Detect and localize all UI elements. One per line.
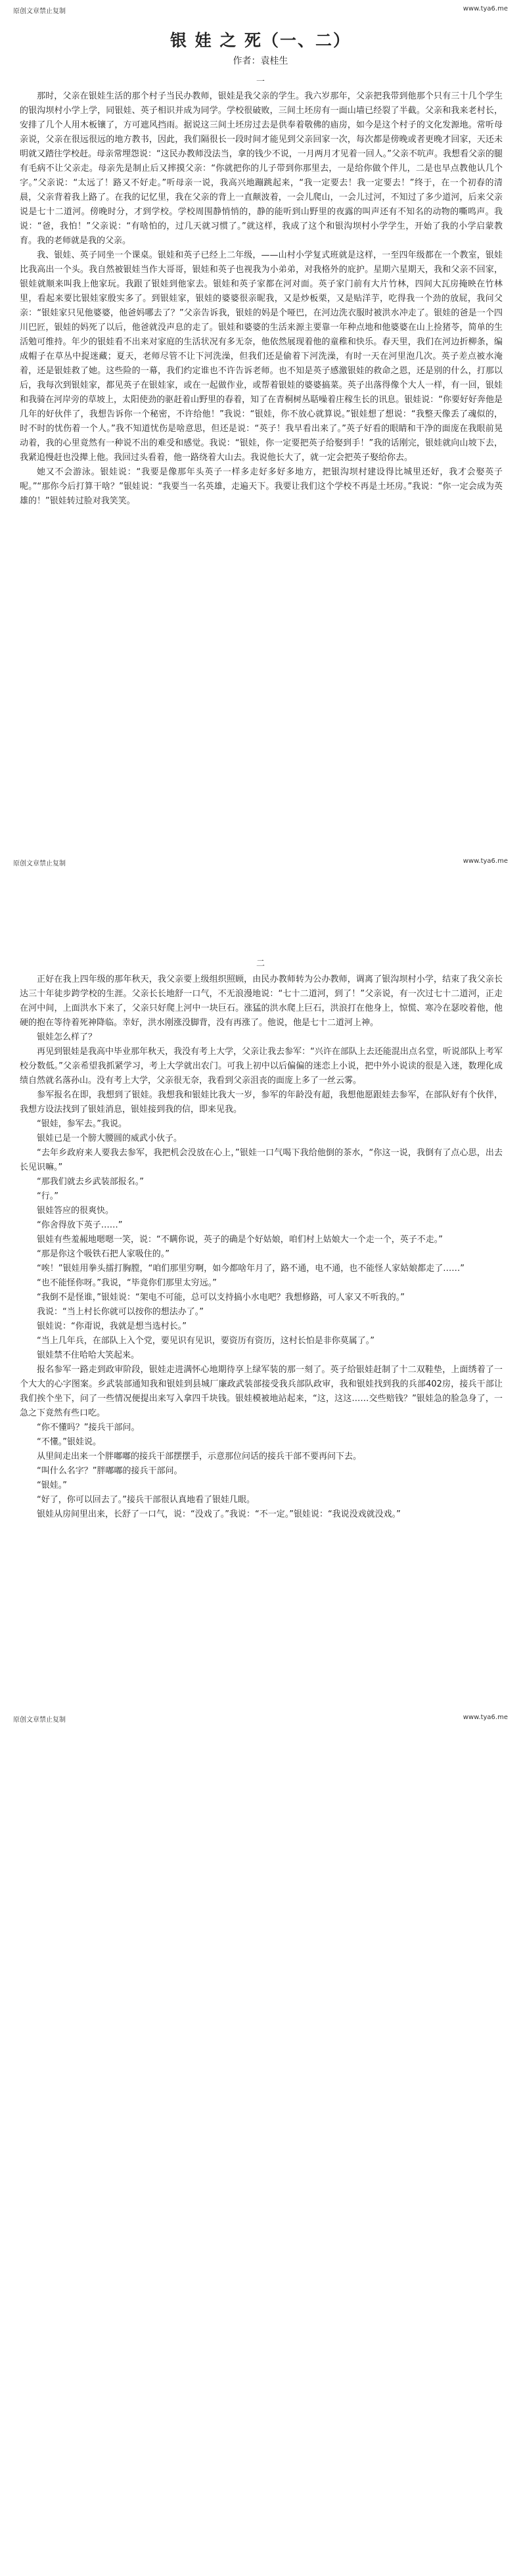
paragraph: 那时，父亲在银娃生活的那个村子当民办教师，银娃是我父亲的学生。我六岁那年，父亲把我带到他那个只有三十几个学生的银沟坝村小学上学，同银娃、英子相识并成为同学。学校很破败，三间土坯房有一面山墙已经裂了半截。父亲和我来老村长，安排了几个人用木板镶了，方可遮风挡雨。据说这三间土坯房过去是供奉着敬佛的庙房，如今是这个村子的文化发源地。常听母亲说，父亲在很远很远的地方教书，因此，我们隔很长一段时间才能见到父亲回家一次，每次都是傍晚或者更晚才回家，天还未明就又踏往学校赶。母亲常埋怨说：“这民办教师没法当，拿的钱少不说，一月两月才见着一回人。”父亲不吭声。我想看父亲的腿有毛病不让父亲走。母亲先是制止后又摔摸父亲：“你就把你的儿子带到你那里去，一是给你做个伴儿，二是也早点教他认几个字。”父亲说：“太远了！路又不好走。”听母亲一说，我高兴地蹦跳起来，“我一定要去！我一定要去！”终于，在一个初春的清晨，父亲背着我上路了。在我的记忆里，我在父亲的背上一直颠波着，一会儿爬山，一会儿过河，不知过了多少道河，后来父亲说是七十二道河。傍晚时分，才到学校。学校周围静悄悄的，静的能听到山野里的夜露的叫声还有不知名的动物的嘶鸣声。我说：“爸，我怕！”父亲说：“有啥怕的，过几天就习惯了。”就这样，我成了这个和银沟坝村小学学生，开始了我的小学启蒙教育。我的老师就是我的父亲。 (20, 91, 503, 246)
article-title: 银 娃 之 死（一、二） (170, 31, 351, 50)
paragraph: 银娃答应的很爽快。 (37, 1206, 114, 1216)
paragraph: “当上几年兵，在部队上入个党，要见识有见识，要资历有资历，这村长怕是非你莫属了。” (37, 1336, 374, 1346)
paragraph: “唉！”银娃用拳头擂打胸膛，“咱们那里穷啊，如今都啥年月了，路不通，电不通，也不能怪人家姑娘都走了……” (37, 1264, 464, 1274)
paragraph: 正好在我上四年级的那年秋天，我父亲要上级组织照顾，由民办教师转为公办教师，调离了银沟坝村小学，结束了我父亲长达三十年徒步跨学校的生涯。父亲长长地舒一口气，不无浪漫地说：“七十二道河，到了！”父亲说，有一次过七十二道河，正走在河中间，上面洪水下来了，父亲只好爬上河中一块巨石。涨猛的洪水爬上巨石，洪浪打在他身上，惊慌、寒冷在瑟咬着他，他硬的抱在等待着死神降临。幸好，洪水刚涨没脚背，没有再涨了。他说，他是七十二道河上神。 (20, 975, 503, 1028)
paragraph: “那我们就去乡武装部报名。” (37, 1177, 144, 1187)
paragraph: 参军报名在即，我想到了银娃。我想我和银娃比我大一岁，参军的年龄没有超，我想他愿跟娃去参军，在部队好有个伙伴，我想方设法找到了银娃消息，银娃接到我的信，即来见我。 (20, 1090, 503, 1115)
paragraph: “好了，你可以回去了。”接兵干部很认真地看了银娃几眼。 (37, 1495, 255, 1505)
paragraph: “银娃。” (37, 1481, 67, 1490)
section-2-body (20, 973, 503, 1522)
paragraph: “也不能怪你呀。”我说，“毕竟你们那里太穷远。” (37, 1278, 217, 1288)
article-author: 作者：袁桂生 (233, 56, 288, 66)
header-left-text: 原创文章禁止复制 (13, 860, 66, 867)
paragraph: “我倒不是怪谁，”银娃说：“架电不可能，总可以支持搞小水电吧？我想修路，可人家又不听我的。” (37, 1293, 405, 1302)
paragraph: 报名参军一路走到政审阶段，银娃走进满怀心地期待享上绿军装的那一刻了。英子给银娃赶制了十二双鞋垫，上面绣着了一个大大的心字图案。乡武装部通知我和银娃到县城厂廉政武装部接受我兵部队政审，我和银娃找到我的兵部402房，接兵干部让我们挨个坐下，问了一些情况便提出来写入拿四千块钱。银娃模被地站起来，“这，这这……交些赔钱？”银娃急的脸急身了，一急之下竟然有些口吃。 (20, 1365, 503, 1418)
header-left-text: 原创文章禁止复制 (13, 1716, 66, 1724)
header-right-url[interactable]: www.tya6.me (463, 858, 508, 865)
paragraph: “不懂。”银娃说。 (37, 1437, 101, 1447)
paragraph: “银娃，参军去。”我说。 (37, 1119, 127, 1129)
paragraph: “你不懂吗？”接兵干部问。 (37, 1423, 140, 1433)
section-mark-1: 一 (256, 77, 265, 87)
paragraph: 银娃说：“你甭说，我就是想当选村长。” (37, 1322, 187, 1331)
paragraph: “去年乡政府来人要我去参军，我把机会没放在心上，”银娃一口气喝下我给他倒的茶水，“你这一说，我倒有了点心思，出去长见识嘛。” (20, 1148, 503, 1172)
paragraph: 银娃已是一个膀大腰圆的威武小伙子。 (37, 1134, 183, 1143)
paragraph: 从里间走出来一个胖嘟嘟的接兵干部摆摆手，示意那位问话的接兵干部不要再问下去。 (37, 1452, 362, 1461)
header-right-url[interactable]: www.tya6.me (463, 1714, 508, 1721)
section-mark-2: 二 (256, 959, 265, 969)
paragraph: 我、银娃、英子同坐一个课桌。银娃和英子已经上二年级，——山村小学复式班就是这样，一至四年级都在一个教室，银娃比我高出一个头。我自然被银娃当作大哥哥，银娃和英子也视我为小弟弟，对我格外的庇护。星期六星期天，我和父亲不回家，银娃就顺来叫我上他家玩。我跟了银娃到他家去。银娃和英子家都在河对面。英子家门前有大片竹林，四间大瓦房掩映在竹林里，看起来要比银娃家殷实多了。到银娃家，银娃的婆婆很亲昵我，又是炒板栗，又是贴洋芋，吃得我一个劲的放屁，我问父亲：“银娃家只见他婆婆，他爸妈哪去了？”父亲告诉我，银娃的妈是个哑巴，在河边洗衣服时被洪水冲走了。银娃的爸是一个四川巴匠，银娃的妈死了以后，他爸就没声息的走了。银娃和婆婆的生活来源主要靠一年种点地和他婆婆在山上捡猪苓，简单的生活勉可维持。年少的银娃看不出来对家庭的生活状况有多无奈，他依然展现着他的童稚和快乐。春天里，我们在河边折柳条，编成帽子在草丛中捉迷藏；夏天，老师尽管不让下河洗澡，但我们还是偷着下河洗澡，有时一天在河里泡几次。英子差点被水淹着，还是银娃救了她。这些险的一幕，我们约定谁也不许告诉老师。也不知是英子感激银娃的救命之恩，还是别的什么，打那以后，我每次到银娃家，都见英子在银娃家，或在一起做作业，或帮着银娃的婆婆搞菜。英子出落得像个大人一样，有一回，银娃和我骑在河岸旁的草坡上，太阳使劲的驱赶着山野里的春着，知了在青桐树丛聒噪着庄稼生长的讯息。银娃说：“你要好好奔他是几年的好伙伴了，我想告诉你一个秘密，不许给他！”我说：“银娃，你不放心就算说。”银娃想了想说：“我整天像丢了魂似的，时不时的忧伤着一个人。”我不知道忧伤是啥意思，但还是说：“英子！我早看出来了。”英子好看的眼睛和干净的面庞在我眼前晃动着，我的心里竟然有一种说不出的难受和感觉。我说：“银娃，你一定要把英子给娶到手！”我的话刚完，银娃就向山坡下去，我紧追慢赶也没撵上他。我回过头看着，他一路绕着大山去。我说他长大了，就一定会把英子娶给你去。 (20, 250, 503, 463)
header-left-text: 原创文章禁止复制 (13, 8, 66, 15)
paragraph: “你舍得放下英子……” (37, 1220, 123, 1230)
paragraph: 我说：“当上村长你就可以按你的想法办了。” (37, 1307, 204, 1317)
paragraph: 银娃禁不住哈哈大笑起来。 (37, 1350, 140, 1360)
section-1-body (20, 89, 503, 509)
paragraph: 银娃从房间里出来，长舒了一口气，说：“没戏了。”我说：“不一定。”银娃说：“我说没戏就没戏。” (37, 1509, 401, 1519)
paragraph: “叫什么名字？”胖嘟嘟的接兵干部问。 (37, 1466, 183, 1476)
paragraph: “那是你这个吸铁石把人家吸住的。” (37, 1249, 170, 1259)
paragraph: 再见到银娃是我高中毕业那年秋天，我没有考上大学，父亲让我去参军：“兴许在部队上去还能混出点名堂，听说部队上考军校分数低。”父亲希望我抓紧学习，考上大学就出农门。可我上初中以后偏偏的迷恋上小说，把中外小说读的很是入迷，数理化成绩自然就名落孙山。没有考上大学，父亲很无奈，我看到父亲沮丧的面庞上多了一丝云雾。 (20, 1047, 503, 1086)
header-right-url[interactable]: www.tya6.me (463, 5, 508, 12)
paragraph: 银娃怎么样了？ (37, 1032, 97, 1042)
paragraph: 银娃有些羞赧地嗯嗯一笑，说：“不瞒你说，英子的确是个好姑娘，咱们村上姑娘大一个走一个，英子不走。” (37, 1235, 443, 1245)
paragraph: 她又不会游泳。银娃说：“我要是像那年头英子一样多走好多好多地方，把银沟坝村建设得比城里还好，我才会娶英子呢。”“那你今后打算干啥？”银娃说：“我要当一名英雄，走遍天下。我要让我们这个学校不再是土坯房。”我说：“你一定会成为英雄的！”银娃转过脸对我笑笑。 (20, 467, 503, 506)
paragraph: “行。” (37, 1191, 58, 1201)
